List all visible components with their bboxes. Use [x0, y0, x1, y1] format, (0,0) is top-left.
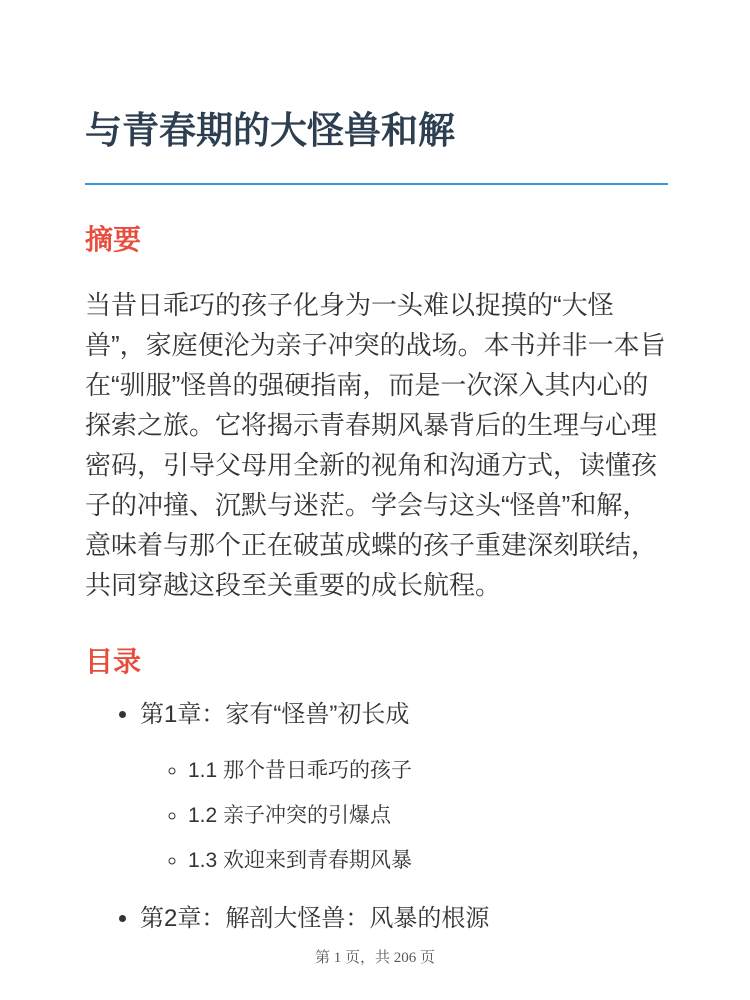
- toc-item-chapter-2: [140, 902, 668, 936]
- toc-list: [85, 698, 668, 935]
- toc-subitem-1-2: [188, 801, 668, 831]
- toc-subitem-label: 1.2 亲子冲突的引爆点: [188, 803, 392, 827]
- toc-heading: 目录: [85, 645, 142, 677]
- toc-subitem-1-1: [188, 756, 668, 786]
- abstract-paragraph: 当昔日乖巧的孩子化身为一头难以捉摸的“大怪兽”，家庭便沦为亲子冲突的战场。本书并非一本旨在“驯服”怪兽的强硬指南，而是一次深入其内心的探索之旅。它将揭示青春期风暴背后的生理与心理密码，引导父母用全新的视角和沟通方式，读懂孩子的冲撞、沉默与迷茫。学会与这头“怪兽”和解，意味着与那个正在破茧成蝶的孩子重建深刻联结，共同穿越这段至关重要的成长航程。: [85, 289, 666, 600]
- toc-sublist-chapter-1: [140, 756, 668, 876]
- toc-subitem-label: 1.3 欢迎来到青春期风暴: [188, 848, 413, 872]
- toc-item-label: 第1章：家有“怪兽”初长成: [140, 701, 410, 729]
- abstract-heading: 摘要: [85, 223, 142, 255]
- page-footer: 第 1 页，共 206 页: [314, 950, 435, 966]
- document-title: 与青春期的大怪兽和解: [85, 110, 455, 151]
- toc-item-label: 第2章：解剖大怪兽：风暴的根源: [140, 904, 490, 932]
- toc-subitem-label: 1.1 那个昔日乖巧的孩子: [188, 758, 413, 782]
- toc-item-chapter-1: [140, 698, 668, 876]
- title-divider: [85, 183, 668, 185]
- toc-subitem-1-3: [188, 846, 668, 876]
